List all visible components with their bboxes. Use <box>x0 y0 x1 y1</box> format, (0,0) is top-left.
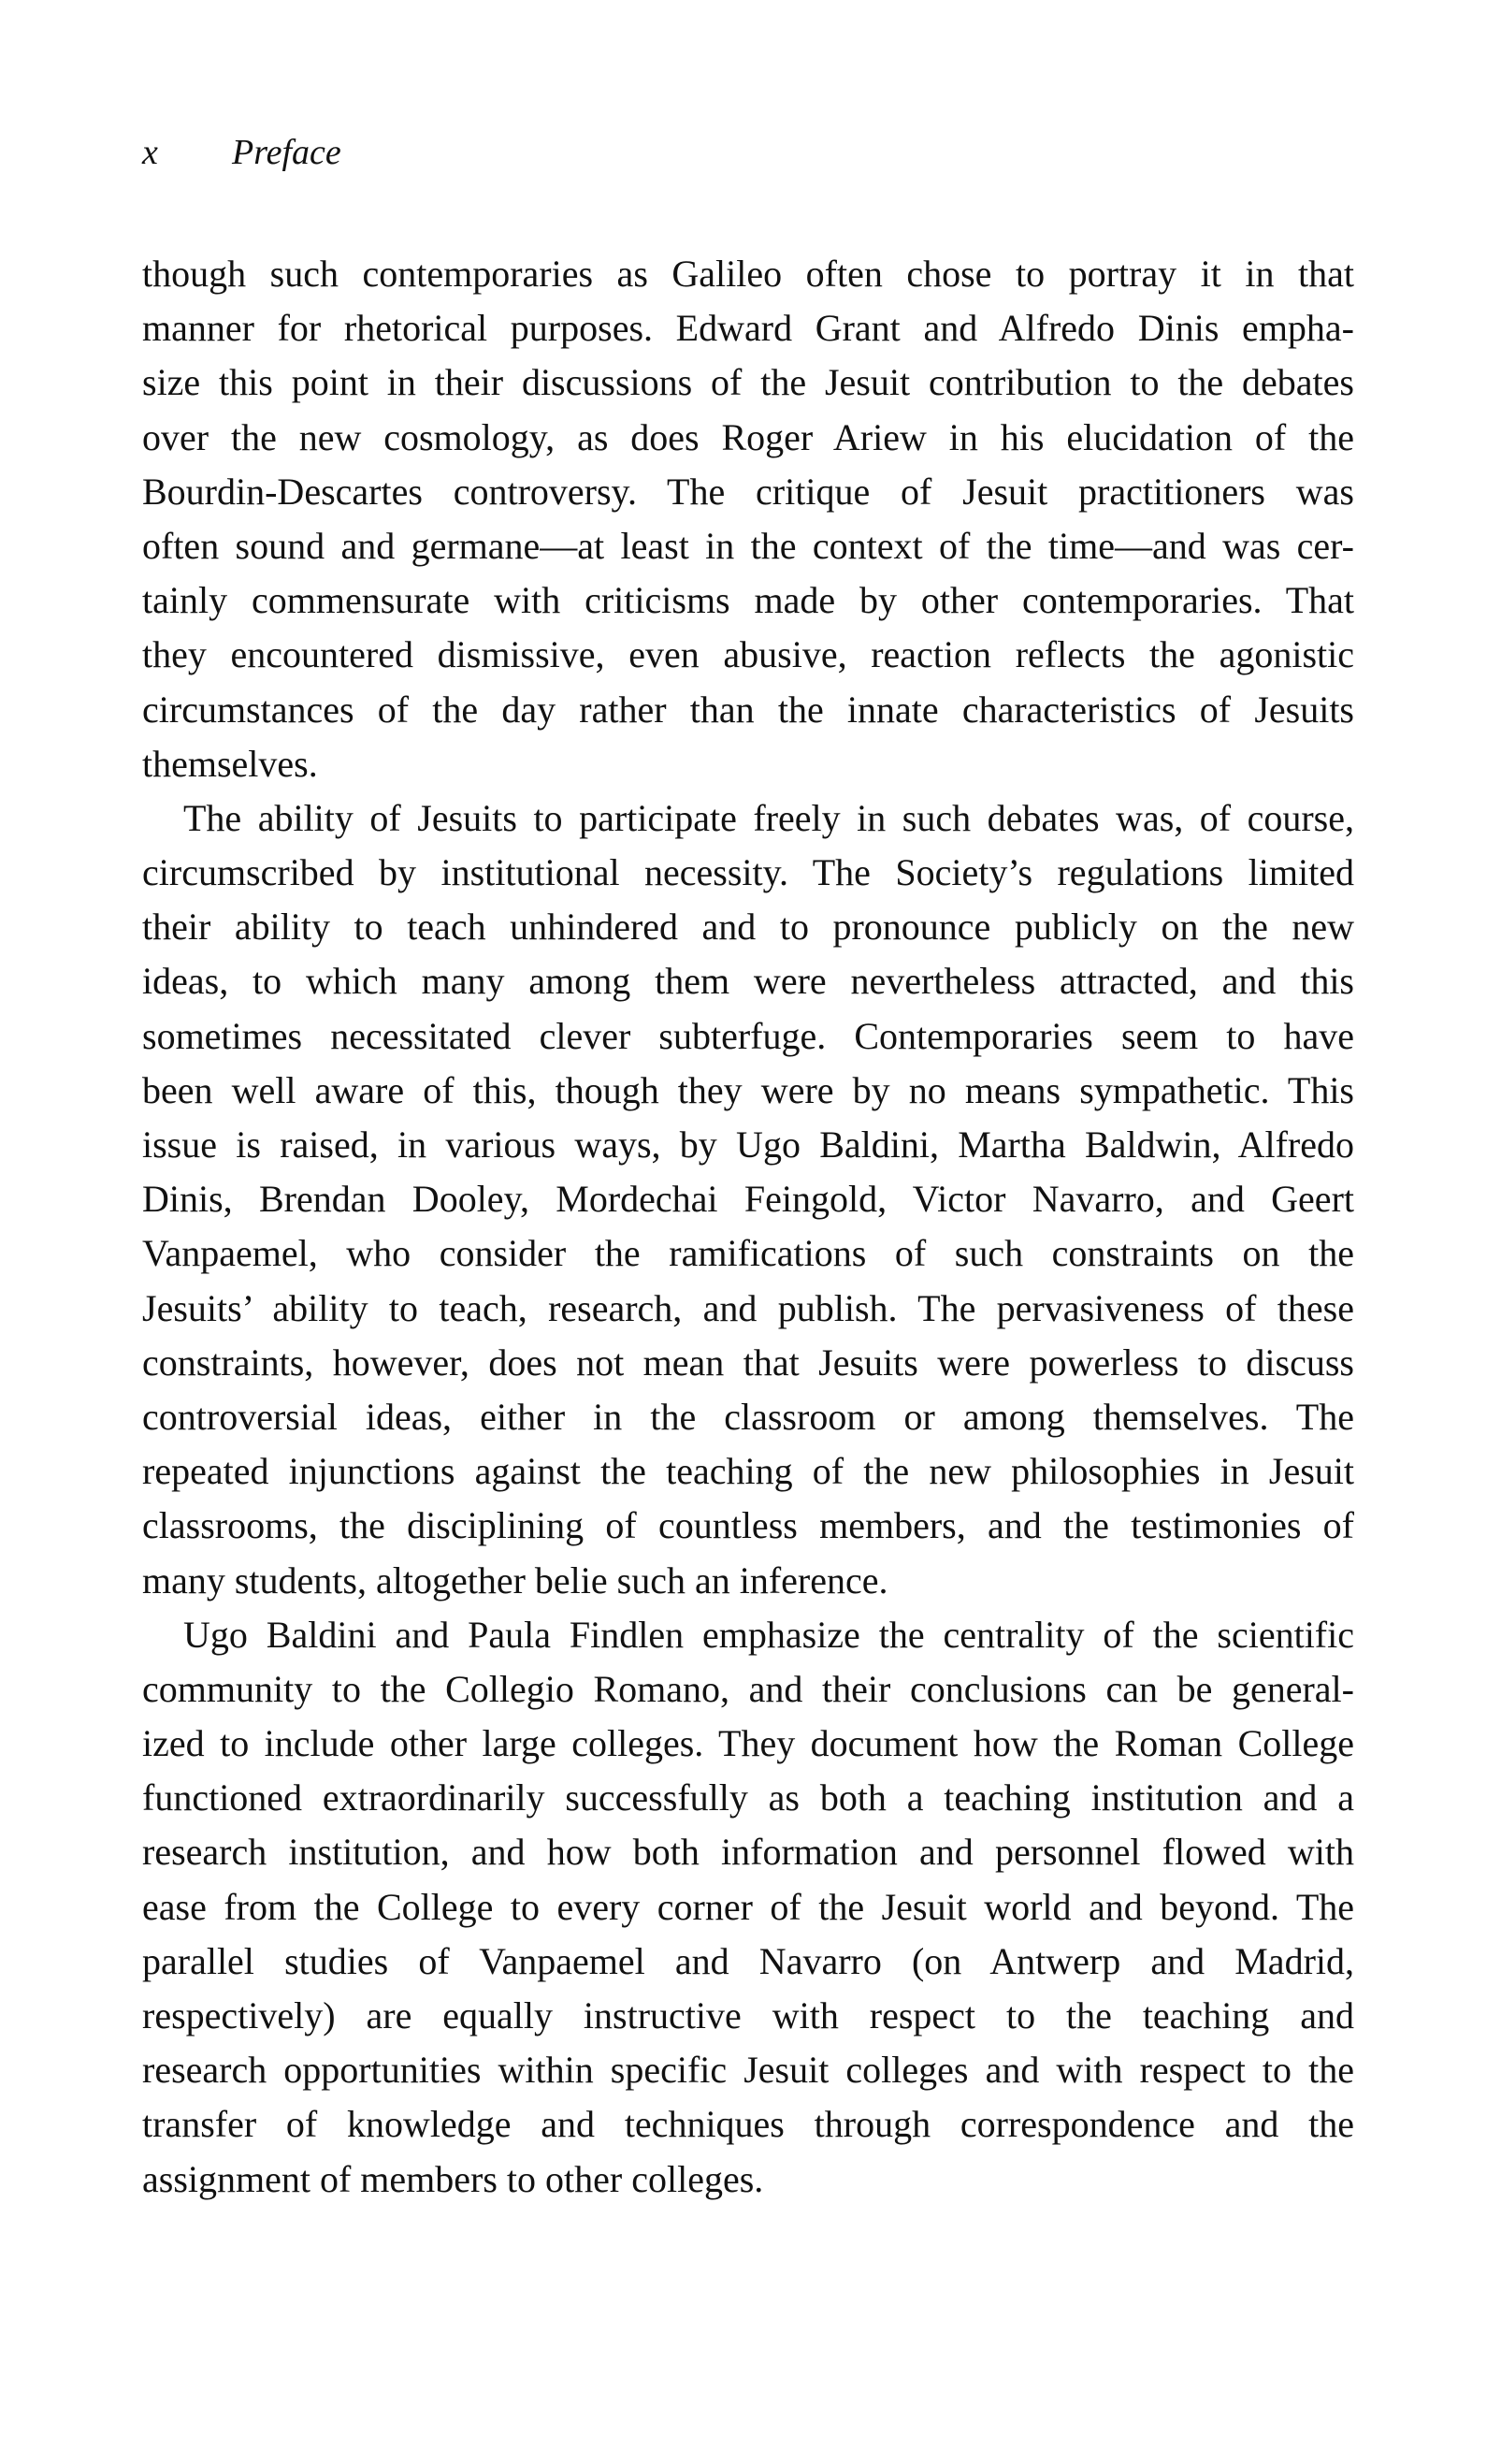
text-line: repeated injunctions against the teaching of the new philosophies in Jesuit <box>142 1450 1354 1493</box>
text-line: Ugo Baldini and Paula Findlen emphasize the centrality of the scientific <box>183 1613 1354 1656</box>
text-line: though such contemporaries as Galileo often chose to portray it in that <box>142 253 1354 295</box>
text-line: research opportunities within specific Jesuit colleges and with respect to the <box>142 2049 1354 2092</box>
text-line: Bourdin-Descartes controversy. The critique of Jesuit practitioners was <box>142 470 1354 513</box>
text-line: ideas, to which many among them were nevertheless attracted, and this <box>142 960 1354 1003</box>
text-line: been well aware of this, though they were by no means sympathetic. This <box>142 1068 1354 1111</box>
text-line: many students, altogether belie such an inference. <box>142 1558 888 1602</box>
text-line: size this point in their discussions of the Jesuit contribution to the debates <box>142 361 1354 404</box>
text-line: classrooms, the disciplining of countless members, and the testimonies of <box>142 1504 1354 1547</box>
text-line: sometimes necessitated clever subterfuge. Contemporaries seem to have <box>142 1014 1354 1057</box>
text-line: assignment of members to other colleges. <box>142 2157 764 2200</box>
text-line: circumscribed by institutional necessity. The Society’s regulations limited <box>142 851 1354 894</box>
text-line: functioned extraordinarily successfully as both a teaching institution and a <box>142 1776 1354 1819</box>
running-head <box>142 129 341 176</box>
text-line: ease from the College to every corner of the Jesuit world and beyond. The <box>142 1885 1354 1928</box>
text-line: respectively) are equally instructive with respect to the teaching and <box>142 1994 1354 2036</box>
text-line: often sound and germane—at least in the context of the time—and was cer- <box>142 524 1354 567</box>
running-head-title: Preface <box>232 133 341 172</box>
text-line: parallel studies of Vanpaemel and Navarro (on Antwerp and Madrid, <box>142 1939 1354 1982</box>
text-line: tainly commensurate with criticisms made by other contemporaries. That <box>142 579 1354 622</box>
text-line: themselves. <box>142 742 318 785</box>
page-number: x <box>142 133 158 172</box>
text-line: their ability to teach unhindered and to pronounce publicly on the new <box>142 906 1354 949</box>
text-line: manner for rhetorical purposes. Edward Grant and Alfredo Dinis empha- <box>142 307 1354 350</box>
text-line: controversial ideas, either in the classroom or among themselves. The <box>142 1395 1354 1438</box>
text-line: circumstances of the day rather than the innate characteristics of Jesuits <box>142 688 1354 731</box>
text-line: Vanpaemel, who consider the ramifications of such constraints on the <box>142 1232 1354 1275</box>
text-line: Jesuits’ ability to teach, research, and publish. The pervasiveness of these <box>142 1286 1354 1329</box>
paragraph-1 <box>142 247 1354 791</box>
text-line: The ability of Jesuits to participate freely in such debates was, of course, <box>183 796 1354 839</box>
text-line: over the new cosmology, as does Roger Ariew in his elucidation of the <box>142 415 1354 458</box>
body-text <box>142 247 1354 2207</box>
text-line: research institution, and how both information and personnel flowed with <box>142 1831 1354 1874</box>
text-line: transfer of knowledge and techniques through correspondence and the <box>142 2103 1354 2146</box>
text-line: ized to include other large colleges. They document how the Roman College <box>142 1722 1354 1765</box>
text-line: Dinis, Brendan Dooley, Mordechai Feingold, Victor Navarro, and Geert <box>142 1178 1354 1221</box>
paragraph-2 <box>142 791 1354 1608</box>
paragraph-3 <box>142 1608 1354 2207</box>
text-line: they encountered dismissive, even abusive, reaction reflects the agonistic <box>142 633 1354 676</box>
text-line: community to the Collegio Romano, and their conclusions can be general- <box>142 1667 1354 1710</box>
text-line: constraints, however, does not mean that Jesuits were powerless to discuss <box>142 1341 1354 1384</box>
text-line: issue is raised, in various ways, by Ugo Baldini, Martha Baldwin, Alfredo <box>142 1123 1354 1166</box>
